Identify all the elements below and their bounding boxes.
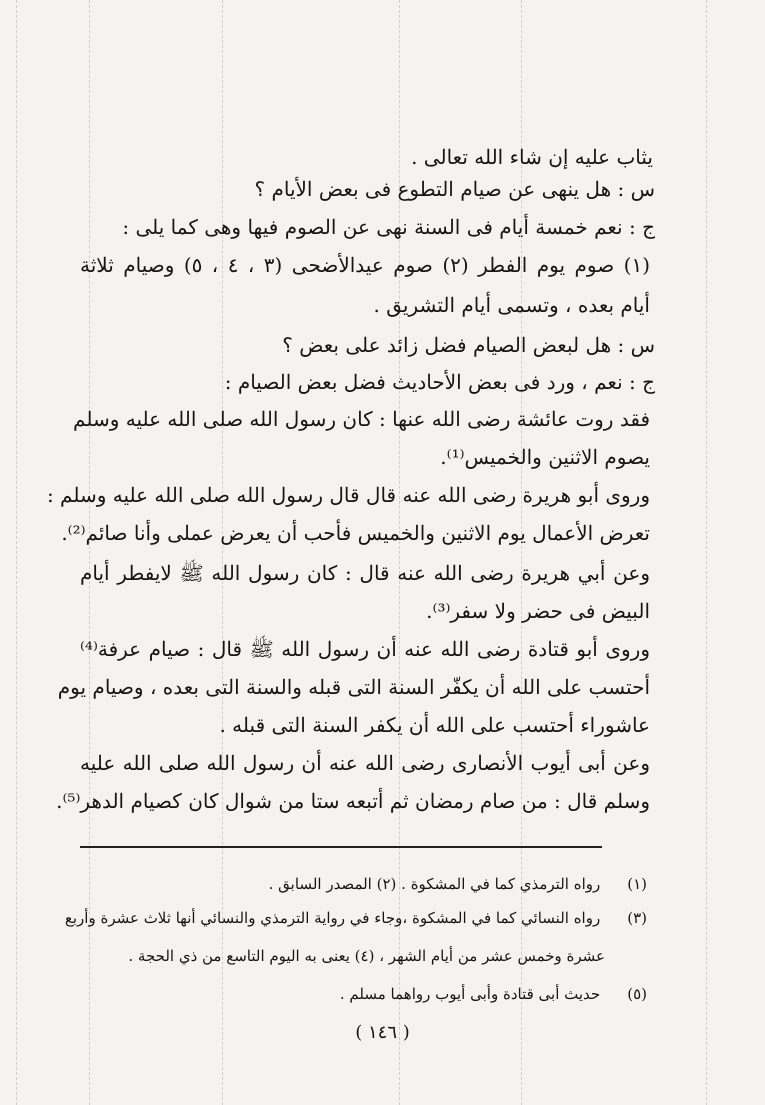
footnote [60,906,647,930]
text-line: تعرض الأعمال يوم الاثنين والخميس فأحب أن يعرض عملى وأنا صائم⁽²⁾. [61,521,650,545]
text-line: أيام بعده ، وتسمى أيام التشريق . [373,293,650,317]
footnote [60,872,647,896]
text-line: وعن أبي هريرة رضى الله عنه قال : كان رسول الله ﷺ لايفطر أيام [80,561,650,585]
footnote [60,944,605,968]
text-line: (١) صوم يوم الفطر (٢) صوم عيدالأضحى (٣ ، ٤ ، ٥) وصيام ثلاثة [80,253,650,277]
answer-line: ج : نعم ، ورد فى بعض الأحاديث فضل بعض الصيام : [224,370,655,394]
footnote-text: عشرة وخمس عشر من أيام الشهر ، (٤) يعنى به اليوم التاسع من ذي الحجة . [128,947,605,965]
text-line: البيض فى حضر ولا سفر⁽³⁾. [426,599,650,623]
answer-line: ج : نعم خمسة أيام فى السنة نهى عن الصوم فيها وهى كما يلى : [122,215,655,239]
text-line: وعن أبى أيوب الأنصارى رضى الله عنه أن رسول الله صلى الله عليه [80,751,650,775]
text-line: وروى أبو هريرة رضى الله عنه قال قال رسول الله صلى الله عليه وسلم : [46,483,650,507]
footnote-number: (١) [627,875,647,893]
question-line: س : هل لبعض الصيام فضل زائد على بعض ؟ [282,333,655,357]
footnote-number: (٥) [627,985,647,1003]
footnote-separator [80,846,602,848]
page-number: ( ١٤٦ ) [355,1022,410,1043]
text-line: يصوم الاثنين والخميس⁽¹⁾. [440,445,650,469]
question-line: س : هل ينهى عن صيام التطوع فى بعض الأيام ؟ [254,177,655,201]
footnote [60,982,647,1006]
scan-guide-line [706,0,707,1105]
text-line: يثاب عليه إن شاء الله تعالى . [411,145,653,169]
text-line: فقد روت عائشة رضى الله عنها : كان رسول الله صلى الله عليه وسلم [73,407,650,431]
footnote-text: رواه الترمذي كما في المشكوة . (٢) المصدر السابق . [268,875,601,893]
text-line: عاشوراء أحتسب على الله أن يكفر السنة التى قبله . [219,713,650,737]
footnote-text: رواه النسائي كما في المشكوة ،وجاء في رواية الترمذي والنسائي أنها ثلاث عشرة وأربع [64,909,601,927]
footnote-number: (٣) [627,909,647,927]
scan-guide-line [16,0,17,1105]
footnote-text: حديث أبى قتادة وأبى أيوب رواهما مسلم . [339,985,601,1003]
text-line: وروى أبو قتادة رضى الله عنه أن رسول الله ﷺ قال : صيام عرفة⁽⁴⁾ [80,637,650,661]
text-line: أحتسب على الله أن يكفّر السنة التى قبله والسنة التى بعده ، وصيام يوم [57,675,650,699]
text-line: وسلم قال : من صام رمضان ثم أتبعه ستا من شوال كان كصيام الدهر⁽⁵⁾. [56,789,650,813]
